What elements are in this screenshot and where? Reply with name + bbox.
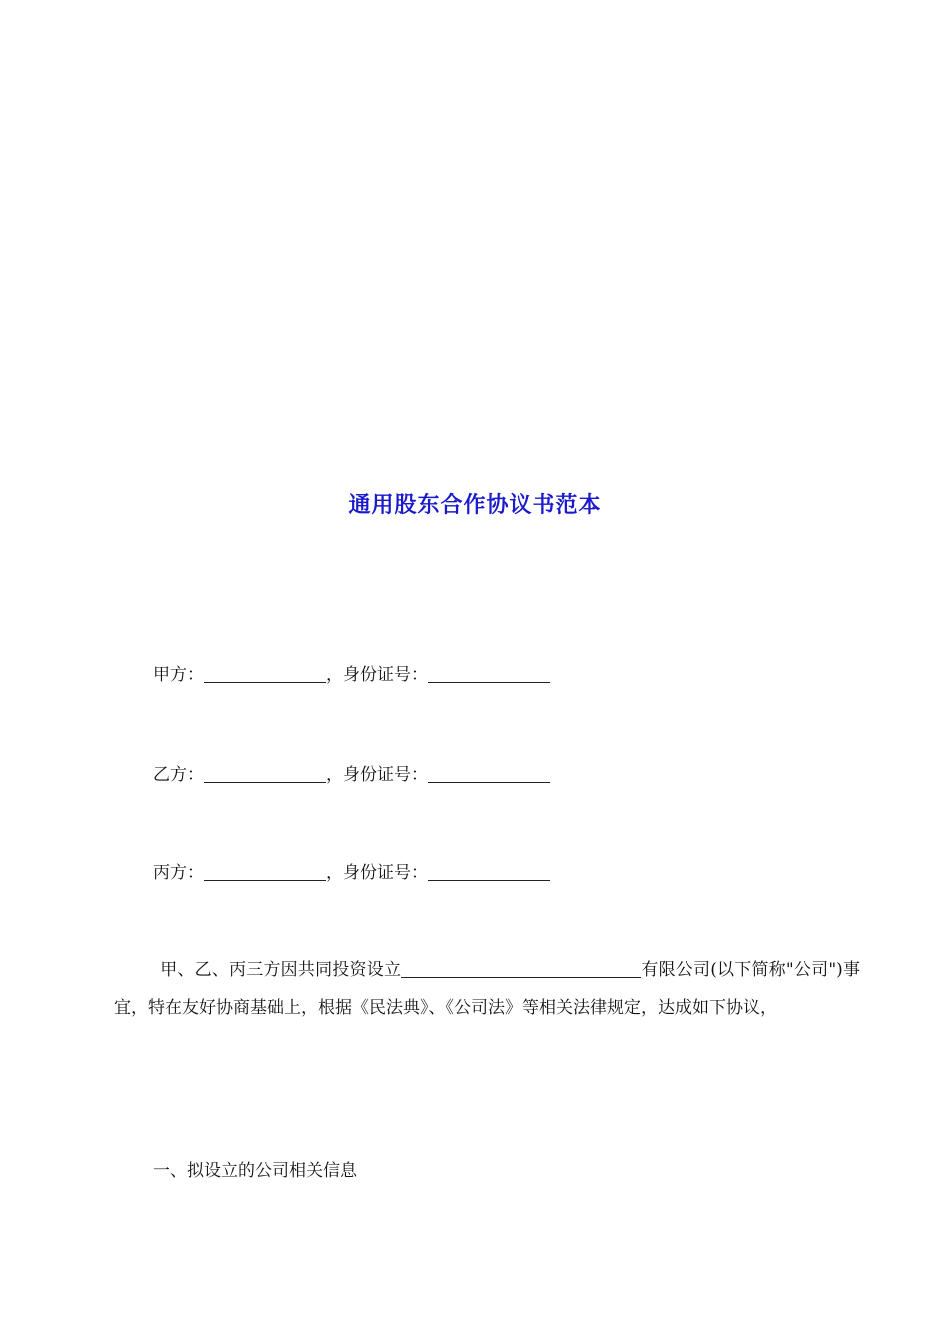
party-a-name-blank bbox=[204, 664, 326, 683]
party-c-label: 丙方： bbox=[153, 863, 204, 883]
party-a-line bbox=[153, 660, 550, 685]
intro-paragraph bbox=[114, 951, 860, 1027]
party-a-id-label: ，身份证号： bbox=[326, 665, 428, 685]
party-b-line bbox=[153, 760, 550, 785]
document-title: 通用股东合作协议书范本 bbox=[348, 492, 602, 518]
party-c-id-label: ，身份证号： bbox=[326, 863, 428, 883]
party-b-id-label: ，身份证号： bbox=[326, 765, 428, 785]
party-b-label: 乙方： bbox=[153, 765, 204, 785]
party-b-id-blank bbox=[428, 764, 550, 783]
section-heading-1: 一、拟设立的公司相关信息 bbox=[153, 1161, 357, 1181]
party-b-name-blank bbox=[204, 764, 326, 783]
party-a-label: 甲方： bbox=[153, 665, 204, 685]
intro-text-after: 有限公司(以下简称"公司")事宜，特在友好协商基础上，根据《民法典》、《公司法》等相关法律规定，达成如下协议， bbox=[114, 960, 861, 1018]
party-c-name-blank bbox=[204, 862, 326, 881]
intro-text-before: 甲、乙、丙三方因共同投资设立 bbox=[160, 960, 402, 980]
party-c-line bbox=[153, 858, 550, 883]
company-name-blank bbox=[401, 959, 641, 978]
party-c-id-blank bbox=[428, 862, 550, 881]
party-a-id-blank bbox=[428, 664, 550, 683]
